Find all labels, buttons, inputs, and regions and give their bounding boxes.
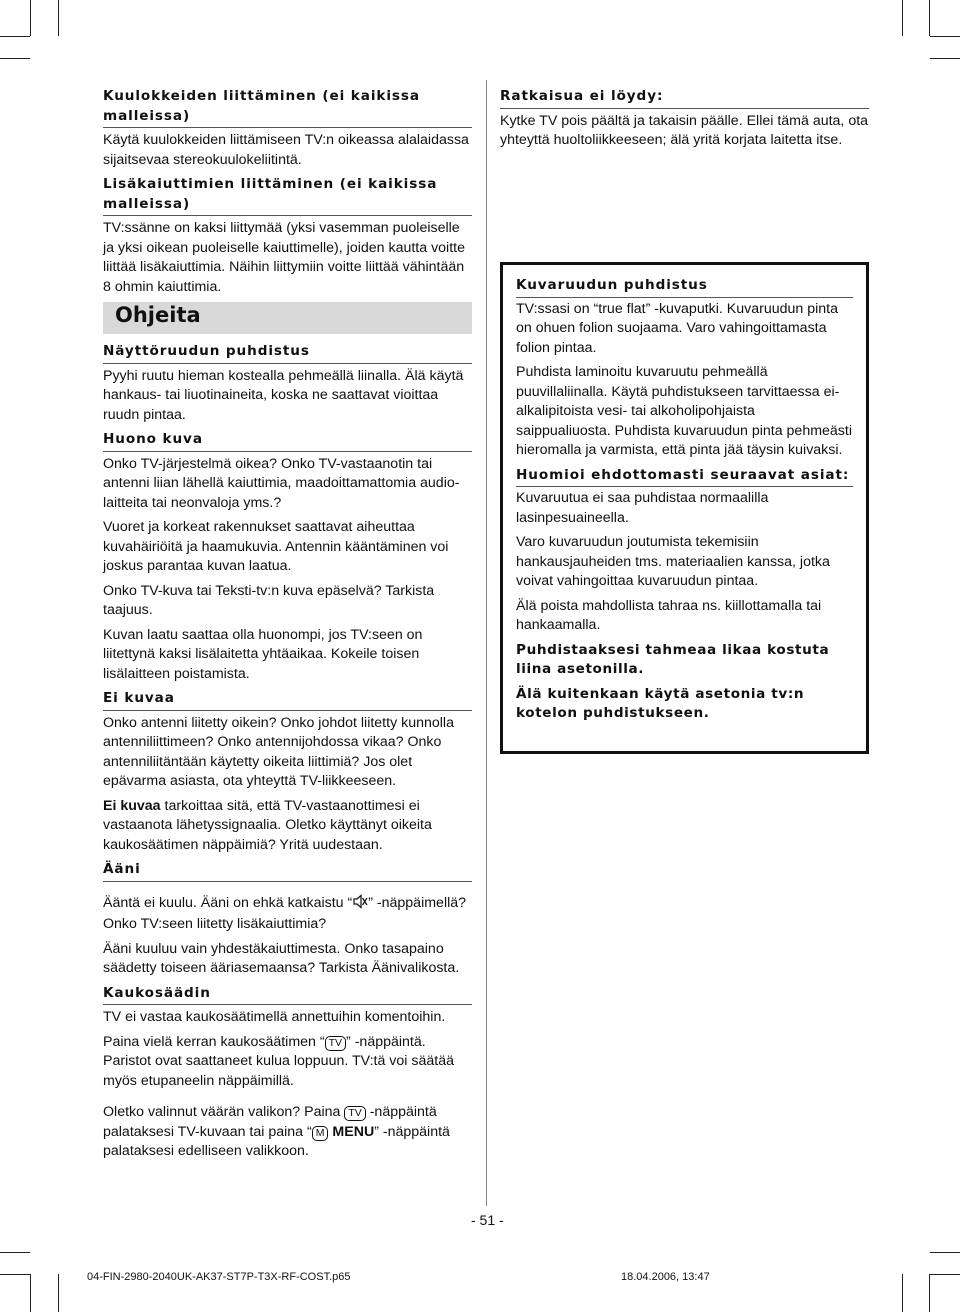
paragraph: Käytä kuulokkeiden liittämiseen TV:n oikeassa alalaidassa sijaitsevaa stereokuulokeliitintä. bbox=[103, 132, 469, 168]
tv-button-icon: TV bbox=[344, 1106, 365, 1121]
crop-mark bbox=[929, 0, 930, 36]
text-run: tarkoittaa sitä, että TV-vastaanottimesi ei vastaanota lähetyssignaalia. Oletko käyttänyt oikeita kaukosäätimen näppäimiä? Yritä uudestaan. bbox=[103, 797, 432, 853]
text-run: -näppäintä palataksesi TV-kuvaan tai paina “ bbox=[103, 1104, 437, 1140]
text-run: ” -näppäintä palataksesi edelliseen valikkoon. bbox=[103, 1123, 450, 1159]
crop-mark bbox=[58, 1274, 59, 1312]
paragraph: Kuvaruutua ei saa puhdistaa normaalilla lasinpesuaineella. bbox=[516, 490, 769, 526]
section-title-headphones: Kuulokkeiden liittäminen (ei kaikissa malleissa) bbox=[103, 87, 472, 128]
text-run: ” -näppäimellä? Onko TV:seen liitetty lisäkaiuttimia? bbox=[103, 894, 467, 932]
text-run: Paina vielä kerran kaukosäätimen “ bbox=[103, 1033, 325, 1050]
text-run: Ääntä ei kuulu. Ääni on ehkä katkaistu “ bbox=[103, 894, 353, 911]
paragraph bbox=[103, 1033, 472, 1092]
crop-mark bbox=[930, 36, 960, 37]
paragraph: Varo kuvaruudun joutumista tekemisiin hankausjauheiden tms. materiaalien kanssa, jotka voivat vahingoittaa kuvaruudun pintaa. bbox=[516, 534, 830, 589]
crop-mark bbox=[930, 58, 960, 59]
section-title-screen-cleaning: Näyttöruudun puhdistus bbox=[103, 342, 472, 364]
crop-mark bbox=[58, 0, 59, 36]
paragraph: Pyyhi ruutu hieman kostealla pehmeällä liinalla. Älä käytä hankaus- tai liuotinaineita, koska ne saattavat vioittaa ruudn pintaa. bbox=[103, 367, 464, 423]
menu-label: MENU bbox=[328, 1123, 375, 1140]
paragraph: Kuvan laatu saattaa olla huonompi, jos TV:seen on liitettynä kaksi lisälaitetta yhtäaikaa. Kokeile toisen lisälaitteen poistamista. bbox=[103, 626, 423, 682]
text-run: Oletko valinnut väärän valikon? Paina bbox=[103, 1104, 345, 1120]
paragraph: TV ei vastaa kaukosäätimellä annettuihin komentoihin. bbox=[103, 1009, 446, 1025]
section-title-no-solution: Ratkaisua ei löydy: bbox=[500, 87, 869, 109]
paragraph: Onko TV-kuva tai Teksti-tv:n kuva epäselvä? Tarkista taajuus. bbox=[103, 582, 435, 618]
text-run: ” -näppäintä. Paristot ovat saattaneet kulua loppuun. TV:tä voi säätää myös etupaneelin näppäimillä. bbox=[103, 1033, 454, 1089]
crop-mark bbox=[902, 1274, 903, 1312]
crop-mark bbox=[30, 0, 31, 36]
paragraph: Ääni kuuluu vain yhdestäkaiuttimesta. Onko tasapaino säädetty toiseen ääriasemaansa? Tarkista Äänivalikosta. bbox=[103, 940, 460, 976]
crop-mark bbox=[930, 1274, 960, 1275]
crop-mark bbox=[0, 1252, 30, 1253]
paragraph: TV:ssasi on “true flat” -kuvaputki. Kuvaruudun pinta on ohuen folion suojaama. Varo vahingoittamasta folion pintaa. bbox=[516, 300, 839, 356]
footer-date: 18.04.2006, 13:47 bbox=[621, 1271, 710, 1283]
bold-term: Ei kuvaa bbox=[103, 797, 161, 814]
section-title-sound: Ääni bbox=[103, 860, 472, 882]
paragraph: Vuoret ja korkeat rakennukset saattavat aiheuttaa kuvahäiriöitä ja haamukuvia. Antennin kääntäminen voi joskus parantaa kuvan laatua. bbox=[103, 519, 449, 574]
paragraph: Kytke TV pois päältä ja takaisin päälle. Ellei tämä auta, ota yhteyttä huoltoliikkeeseen; älä yritä korjata laitetta itse. bbox=[500, 112, 869, 148]
crop-mark bbox=[0, 36, 30, 37]
paragraph bbox=[103, 797, 472, 856]
paragraph: Onko antenni liitetty oikein? Onko johdot liitetty kunnolla antenniliittimeen? Onko antennijohdossa vikaa? Onko antenniliitäntään käytetty oikeita liittimiä? Jos olet epävarma asiasta, ota yhteyttä TV-liikkeeseen. bbox=[103, 714, 454, 789]
instructions-heading: Ohjeita bbox=[103, 302, 472, 334]
mute-icon bbox=[352, 894, 368, 916]
crop-mark bbox=[30, 1274, 31, 1312]
menu-button-icon: M bbox=[312, 1126, 329, 1141]
paragraph bbox=[103, 894, 472, 935]
section-title-extra-speakers: Lisäkaiuttimien liittäminen (ei kaikissa malleissa) bbox=[103, 175, 472, 216]
box-title: Kuvaruudun puhdistus bbox=[516, 276, 853, 298]
crop-mark bbox=[929, 1274, 930, 1312]
column-divider bbox=[486, 80, 487, 1206]
right-column bbox=[500, 87, 869, 156]
paragraph: Onko TV-järjestelmä oikea? Onko TV-vastaanotin tai antenni liian lähellä kaiuttimia, maadoittamattomia audio-laitteita tai neonvaloja yms.? bbox=[103, 455, 460, 511]
paragraph: Puhdista laminoitu kuvaruutu pehmeällä puuvillaliinalla. Käytä puhdistukseen tarvittaessa ei-alkalipitoista vesi- tai alkoholipohjaista saippualiuosta. Puhdista kuvaruudun pinta pehmeästi hieromalla ja varmista, että pinta jää täysin kuivaksi. bbox=[516, 364, 852, 458]
left-column bbox=[103, 87, 472, 1167]
section-title-bad-picture: Huono kuva bbox=[103, 430, 472, 452]
paragraph: TV:ssänne on kaksi liittymää (yksi vasemman puoleiselle ja yksi oikean puoleiselle kaiuttimelle), joiden kautta voitte liittää lisäkaiuttimia. Näihin liittymiin voitte liittää vähintään 8 ohmin kaiuttimia. bbox=[103, 220, 465, 295]
paragraph: Älä poista mahdollista tahraa ns. kiillottamalla tai hankaamalla. bbox=[516, 597, 822, 633]
screen-cleaning-box bbox=[500, 262, 869, 754]
crop-mark bbox=[930, 1252, 960, 1253]
footer-filename: 04-FIN-2980-2040UK-AK37-ST7P-T3X-RF-COST.p65 bbox=[87, 1271, 351, 1283]
page-number: - 51 - bbox=[471, 1212, 504, 1228]
crop-mark bbox=[902, 0, 903, 36]
box-subtitle: Huomioi ehdottomasti seuraavat asiat: bbox=[516, 466, 853, 488]
crop-mark bbox=[0, 58, 30, 59]
bold-paragraph: Puhdistaaksesi tahmeaa likaa kostuta liina asetonilla. bbox=[516, 641, 830, 677]
paragraph bbox=[103, 1103, 472, 1162]
section-title-no-picture: Ei kuvaa bbox=[103, 689, 472, 711]
tv-button-icon: TV bbox=[325, 1036, 346, 1051]
crop-mark bbox=[0, 1274, 30, 1275]
section-title-remote: Kaukosäädin bbox=[103, 984, 472, 1006]
bold-paragraph: Älä kuitenkaan käytä asetonia tv:n kotelon puhdistukseen. bbox=[516, 685, 805, 721]
